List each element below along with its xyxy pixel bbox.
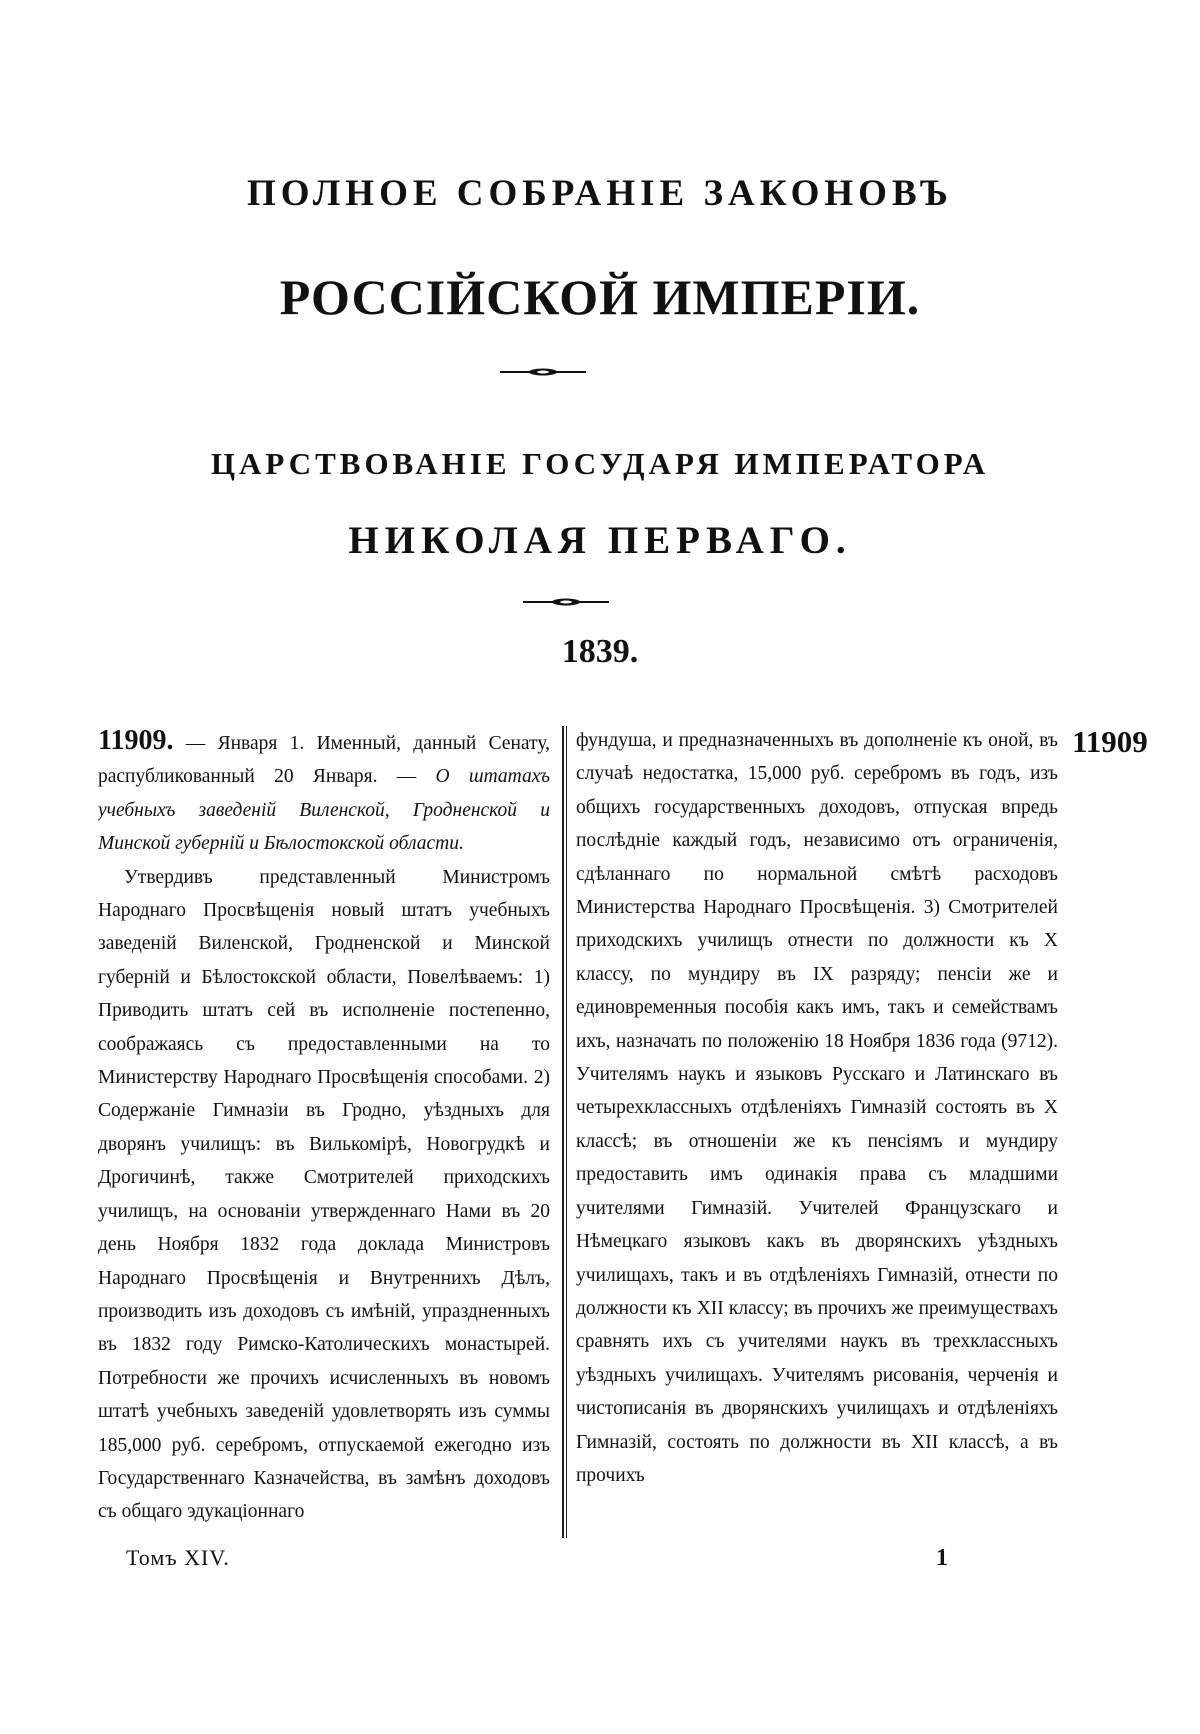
ornament-divider-icon xyxy=(500,367,586,377)
signature-mark: 1 xyxy=(936,1545,948,1571)
law-subject: О штатахъ учебныхъ заведеній Виленской, Гродненской и Минской губерній и Бѣлостокской области. xyxy=(98,766,550,855)
column-rule xyxy=(562,726,564,1538)
ornament-divider-icon xyxy=(523,597,609,607)
law-body-right: фундуша, и предназначенныхъ въ дополненіе къ оной, въ случаѣ недостатка, 15,000 руб. серебромъ въ годъ, изъ общихъ государственныхъ доходовъ, отпуская впредь послѣдніе каждый годъ, независимо отъ ограниченія, сдѣланнаго по нормальной смѣтѣ расходовъ Министерства Народнаго Просвѣщенія. 3) Смотрителей приходскихъ училищъ отнести по должности къ X классу, по мундиру въ IX разряду; пенсіи же и единовременныя пособія какъ имъ, такъ и семействамъ ихъ, назначать по положенію 18 Ноября 1836 года (9712). Учителямъ наукъ и языковъ Русскаго и Латинскаго въ четырехклассныхъ отдѣленіяхъ Гимназій состоять въ X классѣ; въ отношеніи же къ пенсіямъ и мундиру предоставить имъ одинакія права съ младшими учителями Гимназій. Учителей Французскаго и Нѣмецкаго языковъ какъ въ дворянскихъ уѣздныхъ училищахъ, такъ и въ отдѣленіяхъ Гимназій, отнести по должности къ XII классу; въ прочихъ же преимуществахъ сравнять ихъ съ учителями наукъ въ трехклассныхъ уѣздныхъ училищахъ. Учителямъ рисованія, черченія и чистописанія въ дворянскихъ училищахъ и отдѣленіяхъ Гимназій, состоять по должности въ XII классѣ, а въ прочихъ xyxy=(576,730,1058,1486)
right-column xyxy=(576,724,1058,1538)
law-body-left: Утвердивъ представленный Министромъ Народнаго Просвѣщенія новый штатъ учебныхъ заведеній Виленской, Гродненской и Минской губерній и Бѣлостокской области, Повелѣваемъ: 1) Приводить штатъ сей въ исполненіе постепенно, соображаясь съ предоставленными на то Министерству Народнаго Просвѣщенія способами. 2) Содержаніе Гимназіи въ Гродно, уѣздныхъ для дворянъ училищъ: въ Вилькомірѣ, Новогрудкѣ и Дрогичинѣ, также Смотрителей приходскихъ училищъ, на основаніи утвержденнаго Нами въ 20 день Ноября 1832 года доклада Министровъ Народнаго Просвѣщенія и Внутреннихъ Дѣлъ, производить изъ доходовъ съ имѣній, упраздненныхъ въ 1832 году Римско-Католическихъ монастырей. Потребности же прочихъ исчисленныхъ въ новомъ штатѣ учебныхъ заведеній удовлетворять изъ суммы 185,000 руб. серебромъ, отпускаемой ежегодно изъ Государственнаго Казначейства, въ замѣнъ доходовъ съ общаго эдукаціоннаго xyxy=(98,866,550,1523)
year-heading: 1839. xyxy=(561,633,639,670)
reign-heading: ЦАРСТВОВАНІЕ ГОСУДАРЯ ИМПЕРАТОРА xyxy=(210,446,990,481)
margin-law-number: 11909 xyxy=(1072,724,1148,759)
law-intro: — Января 1. Именный, данный Сенату, распубликованный 20 Января. — xyxy=(98,733,550,788)
collection-title: ПОЛНОЕ СОБРАНІЕ ЗАКОНОВЪ xyxy=(247,173,953,214)
law-heading xyxy=(98,724,550,861)
left-column xyxy=(98,724,550,1538)
column-rule xyxy=(566,726,567,1538)
emperor-name: НИКОЛАЯ ПЕРВАГО. xyxy=(348,519,852,562)
law-number: 11909. xyxy=(98,725,174,756)
empire-title: РОССІЙСКОЙ ИМПЕРІИ. xyxy=(279,269,921,325)
volume-label: Томъ XIV. xyxy=(126,1545,230,1570)
